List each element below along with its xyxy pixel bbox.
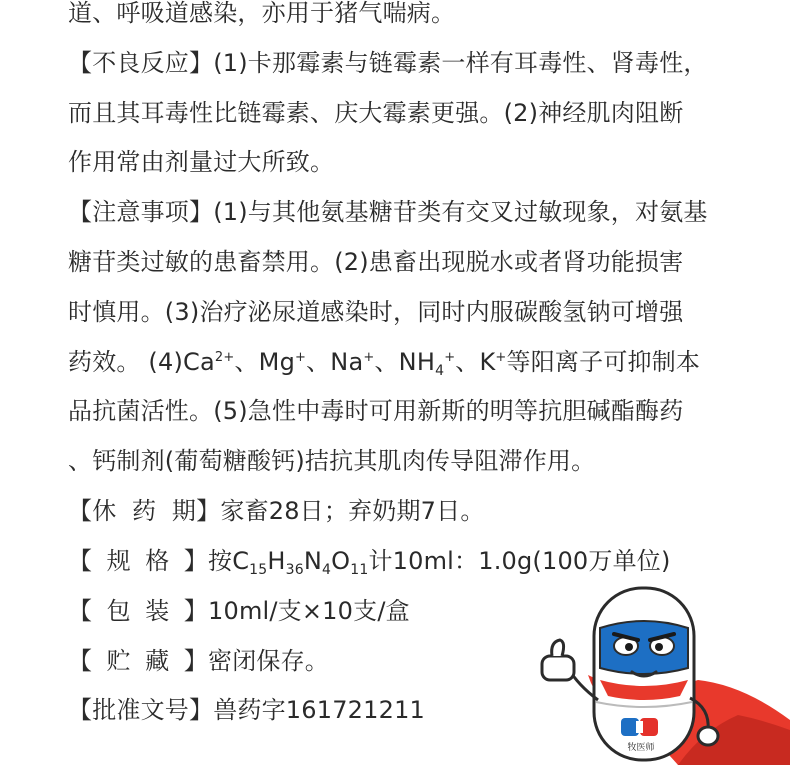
text: 、K [455,348,496,376]
text: 、Na [306,348,364,376]
text: 藏 [145,647,170,675]
withdrawal-period-value: 家畜28日；弃奶期7日。 [220,497,485,525]
text: H [267,547,286,575]
text: N [303,547,323,575]
superscript: 2+ [214,350,235,365]
package-label [68,591,208,631]
approval-number-label: 【批准文号】 [68,696,214,724]
text: 【 [68,597,93,625]
text: (1)卡那霉素与链霉素一样有耳毒性、肾毒性， [213,49,708,77]
package-value: 10ml/支×10支/盒 [208,597,410,625]
text: 按C [208,547,250,575]
text: 而且其耳毒性比链霉素、庆大霉素更强。(2)神经肌肉阻断 [68,99,684,127]
approval-number-line [68,690,425,730]
adverse-reactions-line-3 [68,142,334,182]
precautions-line-6 [68,441,595,481]
subscript: 4 [435,363,445,379]
subscript: 15 [249,562,268,578]
text: 计10ml：1.0g(100万单位) [368,547,671,575]
adverse-reactions-label: 【不良反应】 [68,49,214,77]
thumbs-up-hand-icon [542,640,574,680]
subscript: 11 [350,562,369,578]
right-pupil [655,643,663,651]
text: 作用常由剂量过大所致。 [68,148,335,176]
text: 、Mg [234,348,296,376]
text: 糖苷类过敏的患畜禁用。(2)患畜出现脱水或者肾功能损害 [68,248,684,276]
text: 规 [106,547,131,575]
text: 道、呼吸道感染，亦用于猪气喘病。 [68,0,456,27]
subscript: 4 [322,562,332,578]
text: 】 [183,597,208,625]
text: 】 [183,547,208,575]
text: 药效。 (4)Ca [68,348,215,376]
text: 【 [68,547,93,575]
text: (1)与其他氨基糖苷类有交叉过敏现象，对氨基 [213,198,708,226]
left-pupil [625,643,633,651]
precautions-line-2 [68,242,683,282]
precautions-line-1 [68,192,708,232]
text: O [331,547,351,575]
approval-number-value: 兽药字161721211 [213,696,426,724]
superscript: + [444,350,456,365]
specification-line [68,541,671,581]
storage-value: 密闭保存。 [208,647,329,675]
subscript: 36 [285,562,304,578]
precautions-line-4 [68,342,700,382]
superscript: + [295,350,307,365]
text: 包 [106,597,131,625]
adverse-reactions-line-1 [68,43,708,83]
text: 装 [145,597,170,625]
mascot-badge-text: 牧医师 [627,743,655,753]
text: 格 [145,547,170,575]
superscript: + [495,350,507,365]
package-line [68,591,410,631]
text: 、NH [374,348,436,376]
right-hand [698,727,718,745]
text-line [68,0,455,33]
precautions-line-5 [68,391,683,431]
withdrawal-period-line [68,491,485,531]
withdrawal-period-label: 【休 药 期】 [68,497,221,525]
text: 、钙制剂(葡萄糖酸钙)拮抗其肌肉传导阻滞作用。 [68,447,596,475]
text: 时慎用。(3)治疗泌尿道感染时，同时内服碳酸氢钠可增强 [68,298,684,326]
precautions-line-3 [68,292,683,332]
text: 】 [183,647,208,675]
text: 【 [68,647,93,675]
adverse-reactions-line-2 [68,93,683,133]
text: 贮 [106,647,131,675]
capsule-mascot-illustration [528,580,790,765]
text: 等阳离子可抑制本 [506,348,701,376]
storage-label [68,641,208,681]
superscript: + [363,350,375,365]
specification-label [68,541,208,581]
text: 品抗菌活性。(5)急性中毒时可用新斯的明等抗胆碱酯酶药 [68,397,684,425]
storage-line [68,641,329,681]
precautions-label: 【注意事项】 [68,198,214,226]
